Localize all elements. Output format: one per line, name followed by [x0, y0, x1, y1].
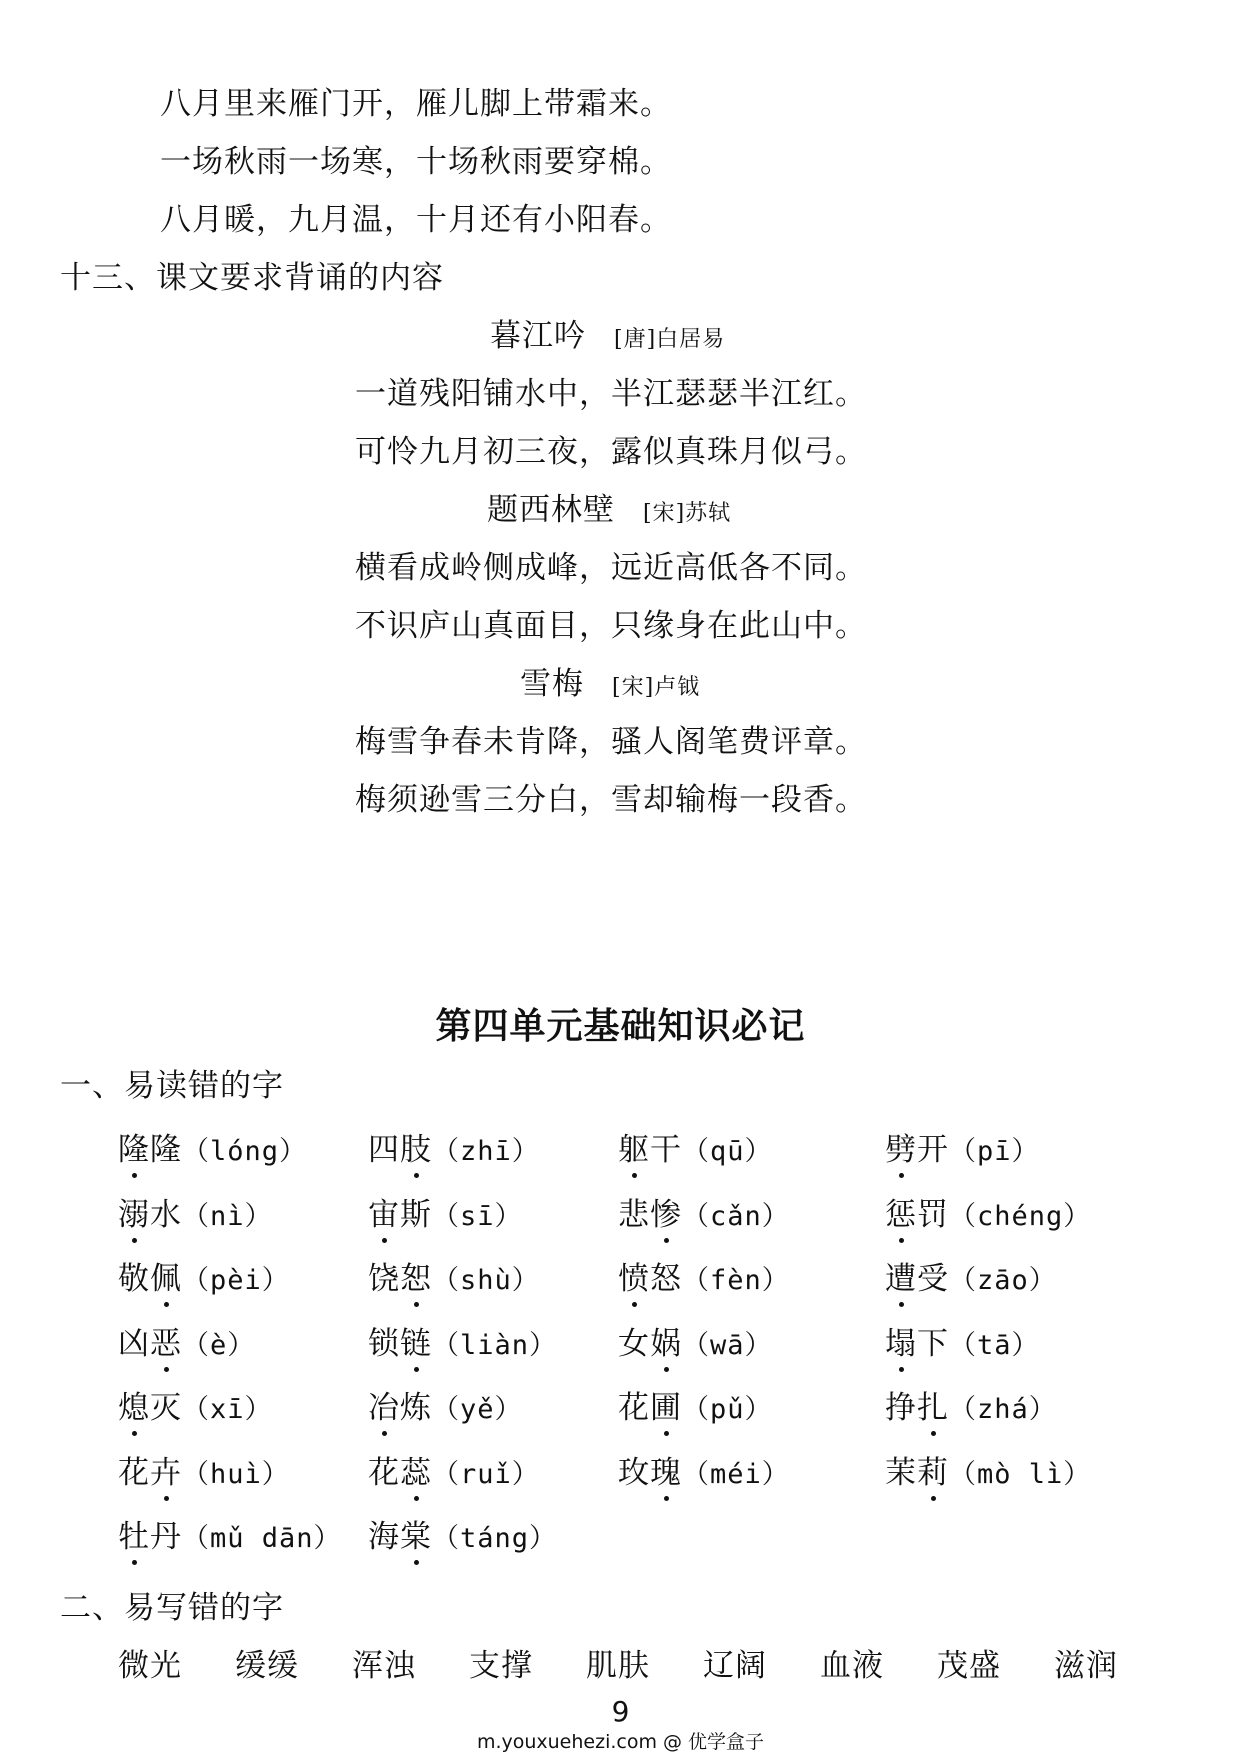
proverb-line: 一场秋雨一场寒，十场秋雨要穿棉。	[160, 144, 672, 180]
pinyin: （shù）	[432, 1265, 540, 1296]
character: 锁	[368, 1325, 400, 1362]
dotted-character: 圃	[650, 1382, 682, 1427]
dotted-character: 瑰	[650, 1447, 682, 1492]
misread-word	[618, 1253, 790, 1298]
pinyin: （zhá）	[949, 1394, 1057, 1425]
pinyin: （yě）	[432, 1394, 523, 1425]
miswritten-word: 滋润	[1054, 1648, 1118, 1684]
poem-line: 横看成岭侧成峰，远近高低各不同。	[355, 550, 867, 586]
misread-word	[368, 1447, 540, 1492]
dotted-character: 肢	[400, 1124, 432, 1169]
character: 干	[650, 1132, 682, 1168]
pinyin: （huì）	[182, 1458, 290, 1490]
character: 隆	[150, 1132, 182, 1168]
poem-title: 暮江吟	[490, 318, 586, 354]
pinyin: （méi）	[682, 1458, 790, 1490]
character: 灭	[150, 1390, 182, 1426]
footer-watermark: m.youxuehezi.com @ 优学盒子	[476, 1731, 765, 1753]
pinyin: （lóng）	[182, 1136, 308, 1167]
poem-line: 一道残阳铺水中，半江瑟瑟半江红。	[355, 376, 867, 412]
poem-author: [宋]苏轼	[643, 501, 732, 526]
miswritten-word: 支撑	[469, 1648, 533, 1684]
misread-word	[885, 1189, 1091, 1234]
dotted-character: 遭	[885, 1253, 917, 1298]
character: 丹	[150, 1519, 182, 1555]
dotted-character: 熄	[118, 1382, 150, 1427]
poem-line: 可怜九月初三夜，露似真珠月似弓。	[355, 434, 867, 470]
character: 受	[917, 1261, 949, 1297]
dotted-character: 劈	[885, 1124, 917, 1169]
misread-word	[618, 1124, 773, 1169]
misread-word	[118, 1511, 342, 1556]
misread-word	[118, 1382, 273, 1427]
page-number: 9	[611, 1695, 630, 1728]
miswritten-word: 肌肤	[586, 1648, 650, 1684]
misread-word	[885, 1382, 1057, 1427]
dotted-character: 佩	[150, 1253, 182, 1298]
dotted-character: 娲	[650, 1318, 682, 1363]
proverb-line: 八月暖，九月温，十月还有小阳春。	[160, 202, 672, 238]
poem-author: [宋]卢钺	[612, 675, 701, 700]
misread-word	[368, 1189, 523, 1234]
pinyin: （fèn）	[682, 1265, 790, 1296]
character: 罚	[917, 1196, 949, 1233]
miswritten-word: 血液	[820, 1648, 884, 1684]
dotted-character: 惨	[650, 1189, 682, 1234]
poem-line: 梅雪争春未肯降，骚人阁笔费评章。	[355, 724, 867, 760]
poem-heading	[487, 484, 731, 529]
miswritten-word: 辽阔	[703, 1648, 767, 1684]
misread-word	[368, 1511, 557, 1556]
misread-word	[118, 1253, 290, 1298]
miswritten-word-row	[118, 1640, 1171, 1685]
section-heading: 二、易写错的字	[60, 1590, 284, 1626]
misread-word	[368, 1382, 523, 1427]
pinyin: （pǔ）	[682, 1394, 773, 1425]
character: 开	[917, 1132, 949, 1168]
misread-word	[368, 1124, 540, 1169]
misread-word	[368, 1318, 557, 1363]
misread-word	[885, 1253, 1057, 1298]
misread-word	[368, 1253, 540, 1298]
pinyin: （mò lì）	[949, 1458, 1092, 1490]
dotted-character: 棠	[400, 1511, 432, 1556]
dotted-character: 冶	[368, 1382, 400, 1427]
dotted-character: 躯	[618, 1124, 650, 1169]
character: 花	[118, 1454, 150, 1491]
character: 斯	[400, 1196, 432, 1233]
character: 悲	[618, 1196, 650, 1233]
pinyin: （è）	[182, 1329, 256, 1361]
character: 花	[368, 1454, 400, 1491]
misread-word	[118, 1447, 290, 1492]
character: 女	[618, 1325, 650, 1362]
pinyin: （mǔ dān）	[182, 1523, 342, 1554]
pinyin: （wā）	[682, 1329, 773, 1361]
pinyin: （zāo）	[949, 1265, 1057, 1296]
misread-word	[118, 1318, 255, 1363]
character: 炼	[400, 1390, 432, 1426]
dotted-character: 隆	[118, 1124, 150, 1169]
miswritten-word: 微光	[118, 1648, 182, 1684]
character: 海	[368, 1519, 400, 1555]
misread-word	[885, 1318, 1040, 1363]
character: 玫	[618, 1454, 650, 1491]
character: 花	[618, 1390, 650, 1426]
misread-word	[118, 1189, 273, 1234]
dotted-character: 蕊	[400, 1447, 432, 1492]
pinyin: （ruǐ）	[432, 1458, 540, 1490]
pinyin: （qū）	[682, 1136, 773, 1167]
character: 挣	[885, 1390, 917, 1426]
pinyin: （cǎn）	[682, 1200, 790, 1232]
dotted-character: 恶	[150, 1318, 182, 1363]
misread-word	[618, 1189, 790, 1234]
poem-title: 雪梅	[520, 666, 584, 702]
pinyin: （chéng）	[949, 1200, 1092, 1232]
unit-title: 第四单元基础知识必记	[435, 1005, 806, 1047]
miswritten-word: 茂盛	[937, 1648, 1001, 1684]
misread-word	[118, 1124, 307, 1169]
character: 四	[368, 1132, 400, 1168]
miswritten-word: 缓缓	[235, 1648, 299, 1684]
character: 水	[150, 1196, 182, 1233]
pinyin: （liàn）	[432, 1329, 558, 1361]
miswritten-word: 浑浊	[352, 1648, 416, 1684]
pinyin: （pèi）	[182, 1265, 290, 1296]
character: 敬	[118, 1261, 150, 1297]
section-heading: 十三、课文要求背诵的内容	[60, 260, 444, 296]
dotted-character: 惩	[885, 1189, 917, 1234]
character: 怒	[650, 1261, 682, 1297]
dotted-character: 宙	[368, 1189, 400, 1234]
poem-line: 梅须逊雪三分白，雪却输梅一段香。	[355, 782, 867, 818]
dotted-character: 塌	[885, 1318, 917, 1363]
poem-heading	[490, 310, 725, 355]
pinyin: （sī）	[432, 1200, 523, 1232]
misread-word	[618, 1382, 773, 1427]
pinyin: （xī）	[182, 1394, 273, 1425]
pinyin: （zhī）	[432, 1136, 540, 1167]
pinyin: （pī）	[949, 1136, 1040, 1167]
dotted-character: 扎	[917, 1382, 949, 1427]
pinyin: （táng）	[432, 1523, 558, 1554]
dotted-character: 愤	[618, 1253, 650, 1298]
dotted-character: 链	[400, 1318, 432, 1363]
character: 饶	[368, 1261, 400, 1297]
misread-word	[618, 1318, 773, 1363]
misread-word	[885, 1124, 1040, 1169]
misread-word	[618, 1447, 790, 1492]
character: 茉	[885, 1454, 917, 1491]
section-heading: 一、易读错的字	[60, 1068, 284, 1104]
pinyin: （nì）	[182, 1200, 273, 1232]
poem-line: 不识庐山真面目，只缘身在此山中。	[355, 608, 867, 644]
character: 凶	[118, 1325, 150, 1362]
proverb-line: 八月里来雁门开，雁儿脚上带霜来。	[160, 86, 672, 122]
pinyin: （tā）	[949, 1329, 1040, 1361]
dotted-character: 恕	[400, 1253, 432, 1298]
poem-heading	[520, 658, 700, 703]
dotted-character: 溺	[118, 1189, 150, 1234]
poem-title: 题西林壁	[487, 492, 615, 528]
dotted-character: 牡	[118, 1511, 150, 1556]
misread-word	[885, 1447, 1091, 1492]
dotted-character: 卉	[150, 1447, 182, 1492]
character: 下	[917, 1325, 949, 1362]
dotted-character: 莉	[917, 1447, 949, 1492]
poem-author: [唐]白居易	[614, 327, 726, 352]
